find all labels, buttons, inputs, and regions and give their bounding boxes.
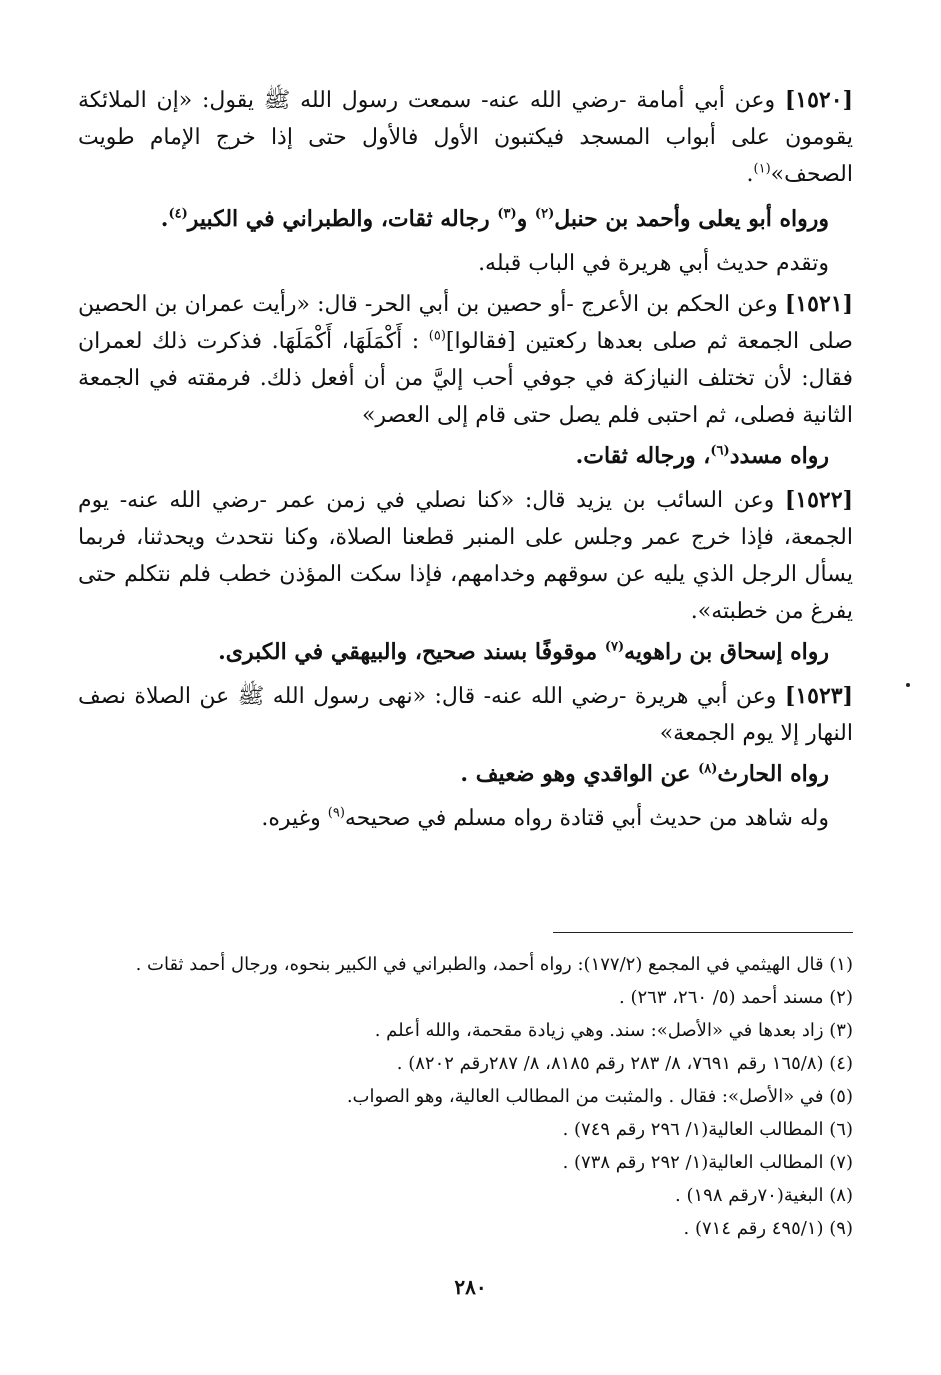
hadith-1521-narrators (78, 436, 853, 476)
hadith-1523-witness (78, 800, 853, 837)
narrators-text: عن الواقدي وهو ضعيف . (460, 761, 699, 787)
footnote-ref: (٧) (604, 639, 625, 655)
narrators-text: ورواه أبو يعلى وأحمد بن حنبل (554, 206, 829, 232)
narrators-text: رواه مسدد (729, 443, 829, 469)
narrators-text: رجاله ثقات، والطبراني في الكبير (187, 206, 498, 232)
page-body (78, 82, 853, 841)
footnote-7: (٧) المطالب العالية(١/ ٢٩٢ رقم ٧٣٨) . (562, 1152, 853, 1173)
hadith-1522-narrators (78, 632, 853, 672)
narrators-text: رواه إسحاق بن راهويه (624, 639, 829, 665)
witness-text: وغيره. (261, 806, 328, 831)
footnotes (83, 948, 853, 1245)
hadith-number: [١٥٢٠] (784, 87, 853, 113)
narrators-text: موقوفًا بسند صحيح، والبيهقي في الكبرى. (218, 639, 605, 665)
hadith-text: وعن أبي هريرة -رضي الله عنه- قال: «نهى رسول الله ﷺ عن الصلاة نصف النهار إلا يوم الجمعة» (78, 684, 853, 746)
footnote-3: (٣) زاد بعدها في «الأصل»: سند. وهي زيادة مقحمة، والله أعلم . (374, 1020, 853, 1041)
hadith-1520-narrators (78, 199, 853, 239)
hadith-1522 (78, 482, 853, 630)
footnote-ref: (٦) (710, 443, 730, 459)
footnote-5: (٥) في «الأصل»: فقال . والمثبت من المطالب العالية، وهو الصواب. (346, 1086, 853, 1107)
footnote-ref: (٤) (168, 206, 188, 222)
narrators-text: رواه الحارث (717, 761, 829, 787)
hadith-text: وعن الحكم بن الأعرج -أو حصين بن أبي الحر- قال: «رأيت عمران بن الحصين صلى الجمعة ثم صلى بعدها ركعتين [فقالوا] (78, 292, 853, 354)
footnote-ref: (١) (753, 161, 771, 177)
footnote-8: (٨) البغية(٧٠رقم ١٩٨) . (675, 1185, 853, 1206)
page-number: ٢٨٠ (454, 1275, 487, 1299)
footnote-9: (٩) (٤٩٥/١ رقم ٧١٤) . (683, 1218, 853, 1239)
footnote-1: (١) قال الهيثمي في المجمع (١٧٧/٢): رواه أحمد، والطبراني في الكبير بنحوه، ورجال أحمد ثقات . (135, 954, 853, 975)
hadith-text: وعن السائب بن يزيد قال: «كنا نصلي في زمن عمر -رضي الله عنه- يوم الجمعة، فإذا خرج عمر وجلس على المنبر قطعنا الصلاة، وكنا نتحدث ويحدثنا، فربما يسأل الرجل الذي يليه عن سوقهم وخدامهم، فإذا سكت المؤذن خطب فلم نتكلم حتى يفرغ من خطبته». (78, 488, 853, 624)
footnote-ref: (٥) (428, 328, 446, 344)
footnote-ref: (٩) (327, 805, 345, 821)
hadith-1521 (78, 286, 853, 434)
footnote-ref: (٢) (534, 206, 555, 222)
footnote-2: (٢) مسند أحمد (٥/ ٢٦٠، ٢٦٣) . (619, 987, 853, 1008)
footnote-divider (553, 932, 853, 933)
hadith-1523-narrators (78, 754, 853, 794)
period: . (160, 206, 169, 232)
narrators-text: ، ورجاله ثقات. (575, 443, 711, 469)
scan-speck (906, 683, 910, 687)
hadith-1520 (78, 82, 853, 193)
footnote-ref: (٨) (698, 761, 718, 777)
footnote-ref: (٣) (497, 206, 517, 222)
hadith-number: [١٥٢٢] (784, 487, 853, 513)
hadith-1520-note: وتقدم حديث أبي هريرة في الباب قبله. (478, 251, 829, 276)
footnote-4: (٤) (١٦٥/٨ رقم ٧٦٩١، ٨/ ٢٨٣ رقم ٨١٨٥، ٨/ ٢٨٧رقم ٨٢٠٢) . (396, 1053, 853, 1074)
hadith-1523 (78, 678, 853, 752)
witness-text: وله شاهد من حديث أبي قتادة رواه مسلم في صحيحه (344, 806, 829, 831)
hadith-text: وعن أبي أمامة -رضي الله عنه- سمعت رسول الله ﷺ يقول: «إن الملائكة يقومون على أبواب المسجد فيكتبون الأول فالأول حتى إذا خرج الإمام طويت الصحف» (78, 88, 853, 187)
hadith-number: [١٥٢٣] (784, 683, 854, 709)
hadith-text: : أَكْمَلَهَا، أَكْمَلَهَا. فذكرت ذلك لعمران فقال: لأن تختلف النيازكة في جوفي أحب إليَّ من أن أفعل ذلك. فرمقته في الجمعة الثانية فصلى، ثم احتبى فلم يصل حتى قام إلى العصر» (78, 329, 853, 428)
narrators-text: و (516, 206, 535, 232)
period: . (746, 162, 754, 187)
hadith-number: [١٥٢١] (784, 291, 853, 317)
footnote-6: (٦) المطالب العالية(١/ ٢٩٦ رقم ٧٤٩) . (562, 1119, 853, 1140)
